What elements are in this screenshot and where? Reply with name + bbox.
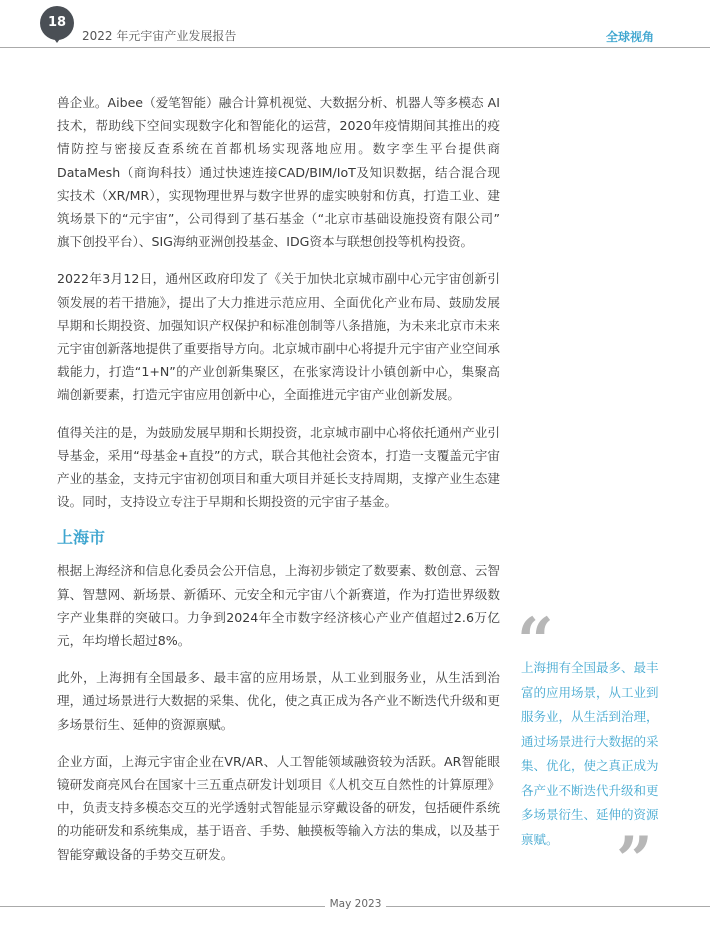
close-quote-icon: ” [616, 823, 653, 898]
paragraph: 兽企业。Aibee（爱笔智能）融合计算机视觉、大数据分析、机器人等多模态 AI 技术，帮助线下空间实现数字化和智能化的运营，2020年疫情期间其推出的疫情防控与密接反查系统在首都机场实现落地应用。数字孪生平台提供商DataMesh（商询科技）通过快速连接CAD/BIM/IoT及知识数据，结合混合现实技术（XR/MR），实现物理世界与数字世界的虚实映射和仿真，打造工业、建筑场景下的“元宇宙”，公司得到了基石基金（“北京市基础设施投资有限公司” 旗下创投平台）、SIG海纳亚洲创投基金、IDG资本与联想创投等机构投资。 [57, 95, 500, 250]
section-heading-shanghai: 上海市 [57, 528, 106, 548]
page-number: 18 [47, 15, 67, 30]
paragraph: 根据上海经济和信息化委员会公开信息，上海初步锁定了数要素、数创意、云智算、智慧网、新场景、新循环、元安全和元宇宙八个新赛道，作为打造世界级数字产业集群的突破口。力争到2024年全市数字经济核心产业产值超过2.6万亿元，年均增长超过8%。 [57, 563, 500, 649]
section-label: 全球视角 [605, 30, 654, 44]
footer-divider-right [386, 906, 710, 907]
footer-divider-left [0, 906, 325, 907]
pull-quote-text: 上海拥有全国最多、最丰富的应用场景，从工业到服务业，从生活到治理，通过场景进行大数据的采集、优化，使之真正成为各产业不断迭代升级和更多场景衍生、延伸的资源禀赋。 [521, 660, 659, 847]
paragraph: 值得关注的是，为鼓励发展早期和长期投资，北京城市副中心将依托通州产业引导基金，采用“母基金+直投”的方式，联合其他社会资本，打造一支覆盖元宇宙产业的基金，支持元宇宙初创项目和重大项目并延长支持周期，支撑产业生态建设。同时，支持设立专注于早期和长期投资的元宇宙子基金。 [57, 424, 500, 510]
paragraph: 2022年3月12日，通州区政府印发了《关于加快北京城市副中心元宇宙创新引领发展的若干措施》，提出了大力推进示范应用、全面优化产业布局、鼓励发展早期和长期投资、加强知识产权保护和标准创制等八条措施，为未来北京市未来元宇宙创新落地提供了重要指导方向。北京城市副中心将提升元宇宙产业空间承载能力，打造“1+N”的产业创新集聚区，在张家湾设计小镇创新中心，集聚高端创新要素，打造元宇宙应用创新中心，全面推进元宇宙产业创新发展。 [57, 271, 500, 403]
footer-date: May 2023 [329, 898, 382, 910]
paragraph: 此外，上海拥有全国最多、最丰富的应用场景，从工业到服务业，从生活到治理，通过场景进行大数据的采集、优化，使之真正成为各产业不断迭代升级和更多场景衍生、延伸的资源禀赋。 [57, 670, 500, 732]
main-content [57, 91, 500, 880]
open-quote-icon: “ [517, 604, 554, 679]
header-divider [0, 47, 710, 48]
report-title: 2022 年元宇宙产业发展报告 [82, 29, 237, 43]
paragraph: 企业方面，上海元宇宙企业在VR/AR、人工智能领域融资较为活跃。AR智能眼镜研发商亮风台在国家十三五重点研发计划项目《人机交互自然性的计算原理》中，负责支持多模态交互的光学透射式智能显示穿戴设备的研发，包括硬件系统的功能研发和系统集成，基于语音、手势、触摸板等输入方法的集成，以及基于智能穿戴设备的手势交互研发。 [57, 753, 500, 862]
